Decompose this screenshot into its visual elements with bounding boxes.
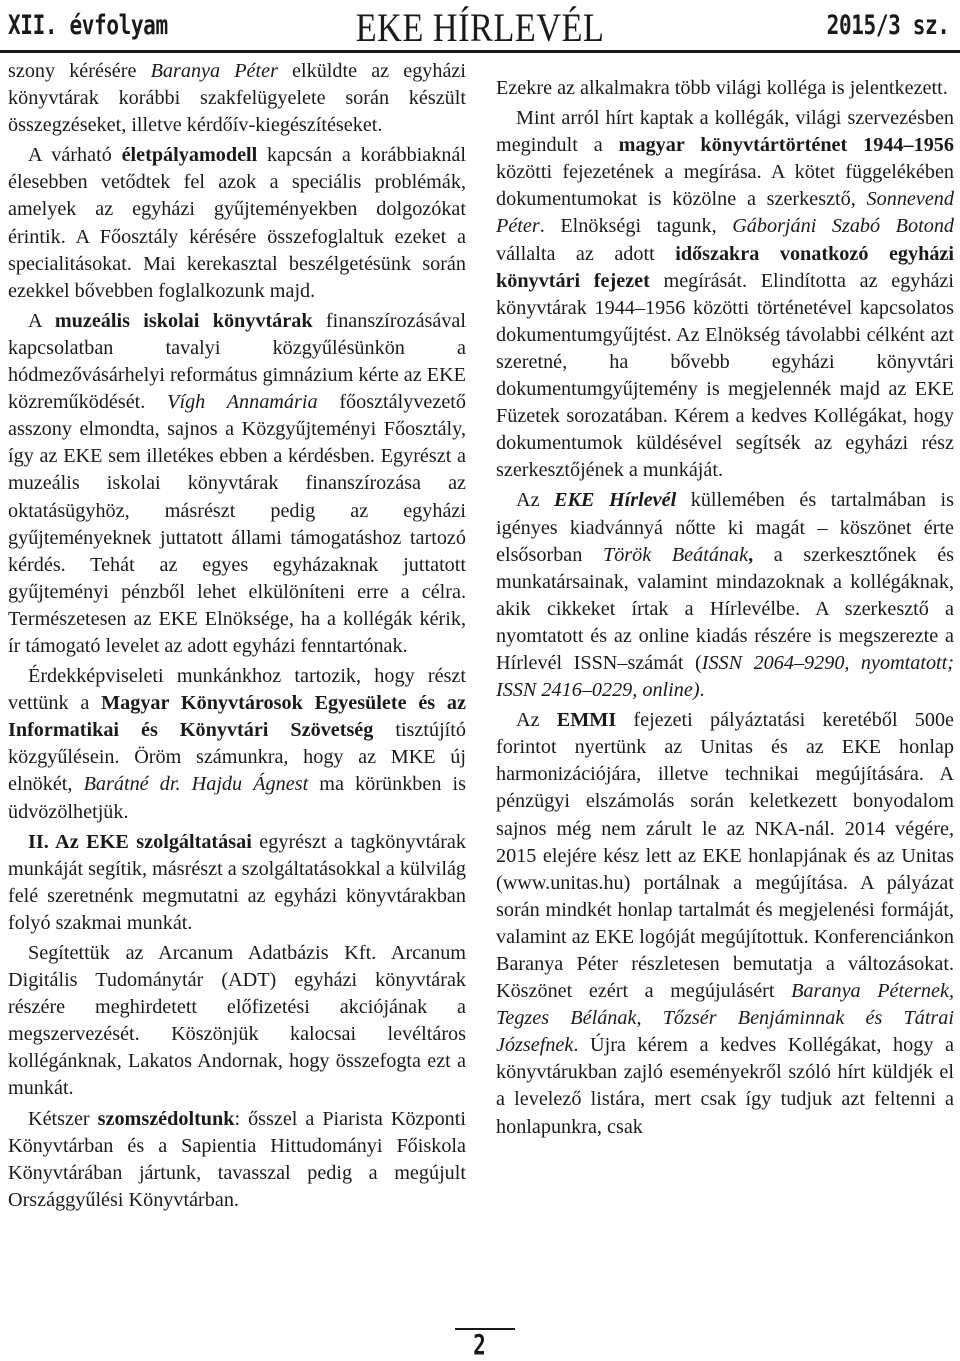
paragraph: Érdekképviseleti munkánkhoz tartozik, hogy részt vettünk a Magyar Könyvtárosok Egyesülete és az Informatikai és Könyvtári Szövetség tisztújító közgyűlésein. Öröm számunkra, hogy az MKE új elnökét, Barátné dr. Hajdu Ágnest ma körünkben is üdvözölhetjük. [8,665,467,823]
volume-label: XII. évfolyam [8,10,168,41]
paragraph: Az EKE Hírlevél küllemében és tartalmában is igényes kiadvánnyá nőtte ki magát – köszönet érte elsősorban Török Beátának, a szerkesztőnek és munkatársainak, valamint mindazoknak a kollégáknak, akik cikkeket írtak a Hírlevélbe. A szerkesztő a nyomtatott és az online kiadás részére is megszerezte a Hírlevél ISSN–számát (ISSN 2064–9290, nyomtatott; ISSN 2416–0229, online). [496,489,955,702]
issue-label: 2015/3 sz. [827,10,950,41]
header-rule [0,50,960,53]
paragraph: A muzeális iskolai könyvtárak finanszírozásával kapcsolatban tavalyi közgyűlésünkön a hódmezővásárhelyi református gimnázium kérte az EKE közreműködését. Vígh Annamária főosztályvezető asszony elmondta, sajnos a Közgyűjteményi Főosztály, így az EKE sem illetékes ebben a kérdésben. Egyrészt a muzeális iskolai könyvtárak finanszírozása az oktatásügyhöz, másrészt pedig az egyházi gyűjteményeknek juttatott állami támogatáshoz tartozó kérdés. Tehát az egyes egyházaknak juttatott gyűjteményi pénzből lehet elkülöníteni erre a célra. Természetesen az EKE Elnöksége, ha a kollégák kérik, ír támogató levelet az adott egyházi fenntartónak. [8,309,467,657]
page-header [0,0,960,50]
paragraph: Segítettük az Arcanum Adatbázis Kft. Arcanum Digitális Tudománytár (ADT) egyházi könyvtárak részére meghirdetett előfizetési akciójának a megszervezését. Köszönjük kalocsai levéltáros kollégánknak, Lakatos Andornak, hogy összefogta ezt a munkát. [8,942,466,1100]
paragraph: II. Az EKE szolgáltatásai egyrészt a tagkönyvtárak munkáját segítik, másrészt a szolgáltatásokkal a külvilág felé szeretnénk megmutatni az egyházi könyvtárakban folyó szakmai munkát. [8,830,467,934]
page-number: 2 [473,1328,486,1361]
paragraph: szony kérésére Baranya Péter elküldte az egyházi könyvtárak korábbi szakfelügyelete során készült összegzéseket, illetve kérdőív-kiegészítéseket. [8,60,466,137]
right-column [496,75,954,1144]
newsletter-title: EKE HÍRLEVÉL [355,5,605,50]
left-column [8,58,466,1217]
page-footer [455,1318,515,1361]
paragraph: Mint arról hírt kaptak a kollégák, világi szervezésben megindult a magyar könyvtártörténet 1944–1956 közötti fejezetének a megírása. A kötet függelékében dokumentumokat is közölne a szerkesztő, Sonnevend Péter. Elnökségi tagunk, Gáborjáni Szabó Botond vállalta az adott időszakra vonatkozó egyházi könyvtári fejezet megírását. Elindította az egyházi könyvtárak 1944–1956 közötti történetével kapcsolatos dokumentumgyűjtést. Az Elnökség távolabbi célként azt szeretné, ha bővebb egyházi könyvtári dokumentumgyűjtemény is megjelennék majd az EKE Füzetek sorozatában. Kérem a kedves Kollégákat, hogy dokumentumok küldésével segítsék az egyházi rész szerkesztőjének a munkáját. [496,107,955,482]
paragraph: Az EMMI fejezeti pályáztatási keretéből 500e forintot nyertünk az Unitas és az EKE honlap harmonizációjára, illetve technikai megújítására. A pénzügyi elszámolás során keletkezett bonyodalom sajnos még nem zárult le az NKA-nál. 2014 végére, 2015 elejére kész lett az EKE honlapjának és az Unitas (www.unitas.hu) portálnak a megújítása. A pályázat során mindkét honlap tartalmát és megjelenési formáját, valamint az EKE logóját megújítottuk. Konferenciánkon Baranya Péter részletesen bemutatja a változásokat. Köszönet ezért a megújulásért Baranya Péternek, Tegzes Bélának, Tőzsér Benjáminnak és Tátrai Józsefnek. Újra kérem a kedves Kollégákat, hogy a könyvtárukban zajló eseményekről szóló hírt küldjék el a levelező listára, mert csak így tudjuk azt feltenni a honlapunkra, csak [496,709,954,1138]
paragraph: Kétszer szomszédoltunk: ősszel a Piarista Központi Könyvtárban és a Sapientia Hittudományi Főiskola Könyvtárában jártunk, tavasszal pedig a megújult Országgyűlési Könyvtárban. [8,1107,466,1211]
paragraph: Ezekre az alkalmakra több világi kolléga is jelentkezett. [496,77,948,99]
paragraph: A várható életpályamodell kapcsán a korábbiaknál élesebben vetődtek fel azok a speciális problémák, amelyek az egyházi gyűjteményekben dolgozókat érintik. A Főosztály kérésére összefoglaltuk ezeket a specialitásokat. Mai kerekasztal beszélgetésünk során ezekkel bővebben foglalkozunk majd. [8,144,466,302]
